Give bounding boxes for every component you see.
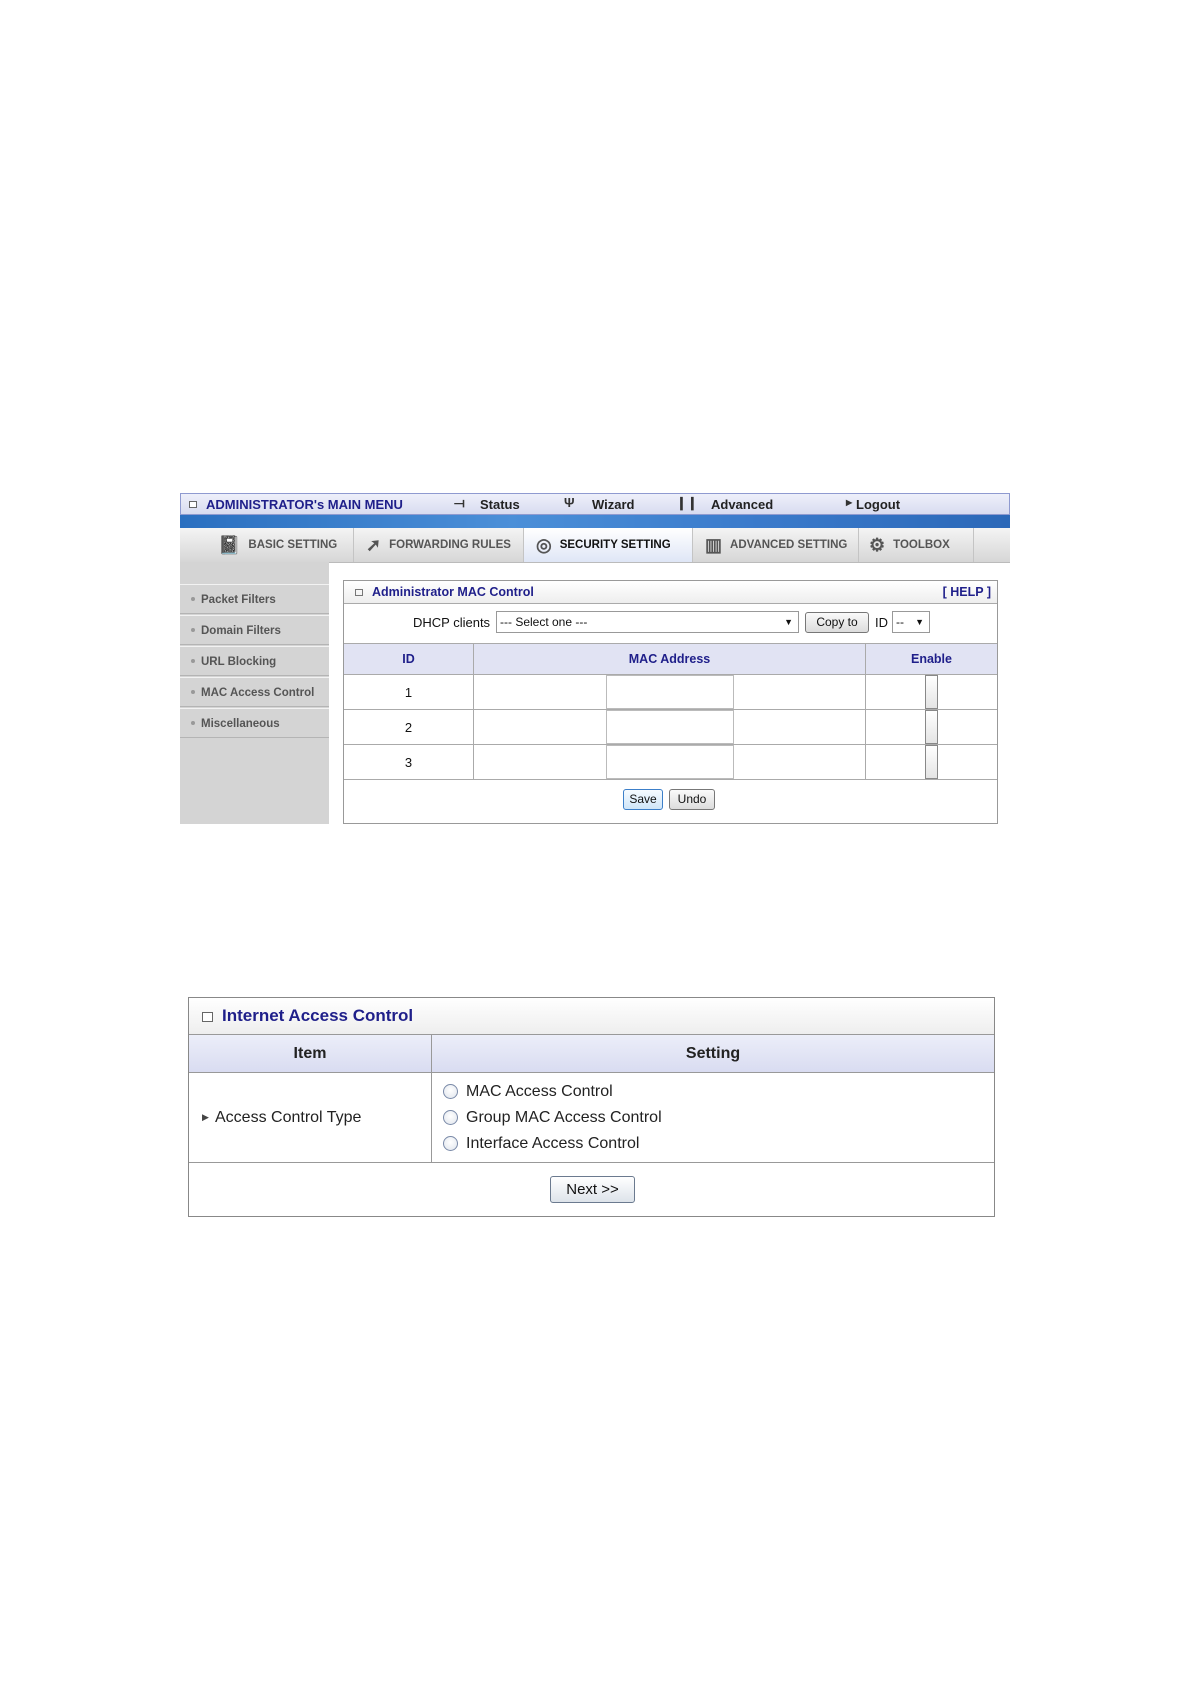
id-select-value: --: [896, 615, 904, 629]
tab-label: FORWARDING RULES: [389, 539, 511, 551]
tab-advanced-setting[interactable]: [693, 528, 859, 562]
column-header-mac: MAC Address: [473, 644, 865, 674]
next-button[interactable]: Next >>: [550, 1176, 635, 1203]
tab-label: TOOLBOX: [893, 539, 950, 551]
panel-title: Internet Access Control: [222, 1006, 414, 1025]
column-header-item: Item: [293, 1044, 327, 1062]
router-admin-screenshot: [180, 493, 1010, 824]
logout-arrow-icon: ▶: [846, 498, 853, 507]
internet-access-control-panel: [188, 997, 995, 1217]
panel-square-icon: [355, 589, 363, 596]
tab-label: SECURITY SETTING: [559, 539, 671, 551]
chevron-down-icon: ▼: [915, 617, 924, 627]
dhcp-clients-label: DHCP clients: [413, 615, 491, 630]
bullet-icon: [191, 659, 195, 663]
main-menu-bar: [180, 493, 1010, 515]
table-row: [189, 1073, 994, 1163]
tab-bar: [180, 528, 1010, 563]
table-row: [344, 710, 997, 745]
mac-control-panel: [343, 580, 998, 824]
table-row: [344, 745, 997, 780]
panel-header: [189, 998, 994, 1035]
sidebar-item-label: Domain Filters: [201, 625, 281, 637]
toolbox-icon: ⚙: [869, 534, 886, 555]
radio-label: MAC Access Control: [466, 1083, 613, 1100]
sidebar-item-url-blocking[interactable]: [180, 646, 329, 676]
setting-cell: [431, 1073, 994, 1162]
menu-square-icon: [189, 501, 197, 508]
wizard-link[interactable]: Wizard: [592, 497, 635, 512]
dhcp-select-value: --- Select one ---: [500, 615, 588, 629]
advanced-books-icon: ❙❙: [676, 495, 698, 510]
access-control-type-label: Access Control Type: [215, 1109, 362, 1126]
enable-checkbox[interactable]: [925, 710, 938, 744]
sidebar-item-label: URL Blocking: [201, 656, 277, 668]
column-header-enable: Enable: [865, 644, 997, 674]
table-header: [344, 643, 997, 675]
chevron-down-icon: ▼: [784, 617, 793, 627]
tab-label: BASIC SETTING: [248, 539, 338, 551]
logout-link[interactable]: Logout: [856, 497, 901, 512]
books-icon: ▥: [705, 534, 723, 555]
column-header-setting: Setting: [431, 1035, 994, 1072]
undo-button[interactable]: Undo: [669, 789, 715, 810]
tab-label: ADVANCED SETTING: [730, 539, 848, 551]
radio-label: Group MAC Access Control: [466, 1109, 662, 1126]
panel-header: [344, 581, 997, 604]
tab-toolbox[interactable]: [859, 528, 974, 562]
radio-mac-access-control[interactable]: [443, 1083, 613, 1101]
bullet-icon: [191, 597, 195, 601]
id-label: ID: [875, 615, 888, 630]
bullet-arrow-icon: ▶: [202, 1112, 209, 1122]
row-id: 2: [404, 719, 413, 735]
radio-group-mac-access-control[interactable]: [443, 1109, 662, 1127]
sidebar-item-domain-filters[interactable]: [180, 615, 329, 645]
enable-checkbox[interactable]: [925, 675, 938, 709]
status-link[interactable]: Status: [480, 497, 520, 512]
column-header-id: ID: [402, 652, 415, 666]
row-id: 1: [404, 684, 413, 700]
id-select[interactable]: [892, 611, 930, 633]
sidebar-item-label: Packet Filters: [201, 594, 276, 606]
bullet-icon: [191, 628, 195, 632]
table-row: [344, 675, 997, 710]
bullet-icon: [191, 690, 195, 694]
sidebar-item-label: MAC Access Control: [201, 687, 315, 699]
tab-forwarding-rules[interactable]: [354, 528, 524, 562]
mac-address-input[interactable]: [606, 710, 734, 744]
radio-button[interactable]: [443, 1110, 458, 1125]
panel-square-icon: [202, 1012, 213, 1022]
mac-address-input[interactable]: [606, 675, 734, 709]
dhcp-clients-select[interactable]: [496, 611, 799, 633]
lock-icon: ◎: [536, 534, 552, 555]
sidebar-item-packet-filters[interactable]: [180, 584, 329, 614]
sidebar-item-mac-access-control[interactable]: [180, 677, 329, 707]
main-menu-label: ADMINISTRATOR's MAIN MENU: [206, 497, 403, 512]
tab-security-setting[interactable]: [524, 528, 693, 562]
sidebar-item-label: Miscellaneous: [201, 718, 280, 730]
radio-button[interactable]: [443, 1136, 458, 1151]
help-link[interactable]: [ HELP ]: [942, 585, 991, 599]
save-button[interactable]: Save: [623, 789, 663, 810]
sidebar-item-miscellaneous[interactable]: [180, 708, 329, 738]
sidebar: [180, 562, 329, 824]
row-id: 3: [404, 754, 413, 770]
bullet-icon: [191, 721, 195, 725]
radio-interface-access-control[interactable]: [443, 1135, 639, 1153]
status-figure-icon: ⟞: [454, 495, 465, 510]
item-cell: [189, 1073, 431, 1162]
panel-title: Administrator MAC Control: [372, 585, 534, 599]
radio-button[interactable]: [443, 1084, 458, 1099]
copy-to-button[interactable]: Copy to: [805, 612, 869, 633]
advanced-link[interactable]: Advanced: [711, 497, 774, 512]
wizard-people-icon: Ψ: [564, 495, 575, 510]
table-header: [189, 1035, 994, 1073]
radio-label: Interface Access Control: [466, 1135, 640, 1152]
arrows-icon: ➚: [366, 534, 382, 555]
notebook-icon: 📓: [218, 534, 241, 555]
header-band: [180, 515, 1010, 528]
mac-address-input[interactable]: [606, 745, 734, 779]
enable-checkbox[interactable]: [925, 745, 938, 779]
tab-basic-setting[interactable]: [208, 528, 354, 562]
dhcp-row: [344, 604, 997, 638]
